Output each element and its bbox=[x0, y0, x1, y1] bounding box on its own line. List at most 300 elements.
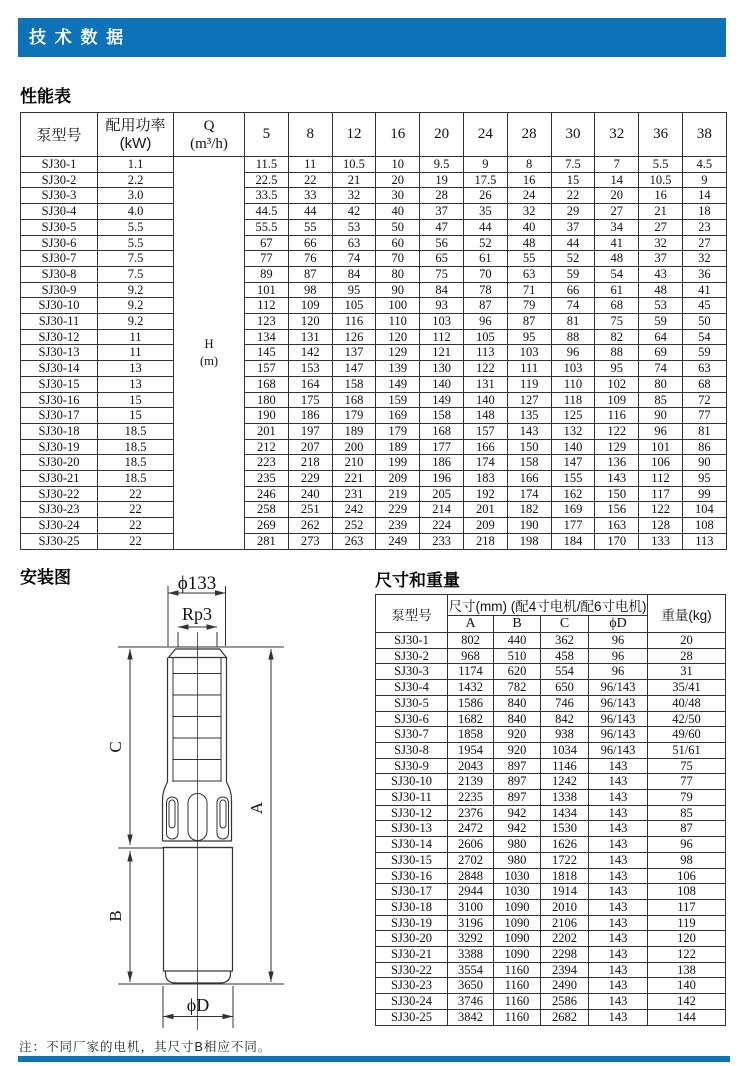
head-value-cell: 218 bbox=[463, 533, 507, 549]
power-cell: 15 bbox=[98, 392, 174, 408]
head-value-cell: 197 bbox=[288, 423, 332, 439]
head-value-cell: 75 bbox=[595, 314, 639, 330]
head-value-cell: 95 bbox=[507, 329, 551, 345]
weight-cell: 85 bbox=[648, 805, 726, 821]
head-value-cell: 32 bbox=[507, 204, 551, 220]
model-cell: SJ30-9 bbox=[376, 758, 448, 774]
dim-a-cell: 3746 bbox=[448, 994, 494, 1010]
dim-b-cell: 840 bbox=[494, 711, 541, 727]
head-value-cell: 34 bbox=[595, 219, 639, 235]
head-value-cell: 53 bbox=[332, 219, 376, 235]
head-value-cell: 169 bbox=[551, 502, 595, 518]
head-value-cell: 27 bbox=[682, 235, 726, 251]
head-value-cell: 184 bbox=[551, 533, 595, 549]
performance-row bbox=[21, 423, 727, 439]
head-value-cell: 157 bbox=[463, 423, 507, 439]
model-cell: SJ30-15 bbox=[21, 376, 98, 392]
head-value-cell: 37 bbox=[420, 204, 464, 220]
head-value-cell: 53 bbox=[639, 298, 683, 314]
dim-phid-cell: 143 bbox=[589, 994, 648, 1010]
head-value-cell: 112 bbox=[639, 471, 683, 487]
dim-a-cell: 2702 bbox=[448, 852, 494, 868]
head-value-cell: 79 bbox=[507, 298, 551, 314]
model-cell: SJ30-1 bbox=[21, 157, 98, 173]
head-value-cell: 44 bbox=[288, 204, 332, 220]
head-value-cell: 10.5 bbox=[332, 157, 376, 173]
head-value-cell: 145 bbox=[245, 345, 289, 361]
head-value-cell: 101 bbox=[245, 282, 289, 298]
head-value-cell: 137 bbox=[332, 345, 376, 361]
head-value-cell: 7 bbox=[595, 157, 639, 173]
head-value-cell: 205 bbox=[420, 486, 464, 502]
dim-b-cell: 897 bbox=[494, 774, 541, 790]
model-cell: SJ30-12 bbox=[376, 805, 448, 821]
intake-slot bbox=[167, 797, 179, 839]
head-value-cell: 96 bbox=[463, 314, 507, 330]
head-value-cell: 86 bbox=[682, 439, 726, 455]
dim-a-cell: 968 bbox=[448, 648, 494, 664]
head-value-cell: 252 bbox=[332, 518, 376, 534]
weight-cell: 28 bbox=[648, 648, 726, 664]
dim-b-cell: 1160 bbox=[494, 994, 541, 1010]
dim-phid-cell: 143 bbox=[589, 1009, 648, 1025]
head-value-cell: 52 bbox=[551, 251, 595, 267]
head-value-cell: 142 bbox=[288, 345, 332, 361]
head-value-cell: 122 bbox=[639, 502, 683, 518]
weight-cell: 144 bbox=[648, 1009, 726, 1025]
head-value-cell: 59 bbox=[639, 314, 683, 330]
model-cell: SJ30-7 bbox=[21, 251, 98, 267]
head-value-cell: 168 bbox=[332, 392, 376, 408]
dimensions-row bbox=[376, 648, 726, 664]
head-value-cell: 77 bbox=[682, 408, 726, 424]
dim-c-cell: 2490 bbox=[541, 978, 589, 994]
head-value-cell: 22 bbox=[551, 188, 595, 204]
model-cell: SJ30-1 bbox=[376, 633, 448, 649]
head-value-cell: 212 bbox=[245, 439, 289, 455]
dims-col-size-group: 尺寸(mm) (配4寸电机/配6寸电机) bbox=[448, 595, 648, 616]
dim-a-cell: 2043 bbox=[448, 758, 494, 774]
head-value-cell: 246 bbox=[245, 486, 289, 502]
head-value-cell: 10.5 bbox=[639, 172, 683, 188]
head-value-cell: 140 bbox=[463, 392, 507, 408]
head-value-cell: 14 bbox=[595, 172, 639, 188]
head-value-cell: 96 bbox=[551, 345, 595, 361]
head-value-cell: 126 bbox=[332, 329, 376, 345]
model-cell: SJ30-18 bbox=[21, 423, 98, 439]
dim-c-cell: 1434 bbox=[541, 805, 589, 821]
head-value-cell: 128 bbox=[639, 518, 683, 534]
model-cell: SJ30-17 bbox=[21, 408, 98, 424]
head-value-cell: 177 bbox=[420, 439, 464, 455]
head-value-cell: 42 bbox=[332, 204, 376, 220]
weight-cell: 117 bbox=[648, 899, 726, 915]
dim-b-cell: 897 bbox=[494, 790, 541, 806]
footnote: 注：不同厂家的电机，其尺寸B相应不同。 bbox=[19, 1040, 272, 1054]
head-value-cell: 44 bbox=[463, 219, 507, 235]
power-cell: 7.5 bbox=[98, 266, 174, 282]
dim-b-cell: 920 bbox=[494, 742, 541, 758]
model-cell: SJ30-19 bbox=[376, 915, 448, 931]
performance-row bbox=[21, 282, 727, 298]
head-value-cell: 32 bbox=[639, 235, 683, 251]
power-cell: 3.0 bbox=[98, 188, 174, 204]
head-value-cell: 113 bbox=[682, 533, 726, 549]
model-cell: SJ30-11 bbox=[21, 314, 98, 330]
dim-a-cell: 2848 bbox=[448, 868, 494, 884]
power-cell: 13 bbox=[98, 361, 174, 377]
dim-b-cell: 1030 bbox=[494, 868, 541, 884]
dim-a-cell: 3554 bbox=[448, 962, 494, 978]
head-value-cell: 132 bbox=[551, 423, 595, 439]
head-value-cell: 10 bbox=[376, 157, 420, 173]
head-value-cell: 17.5 bbox=[463, 172, 507, 188]
performance-row bbox=[21, 518, 727, 534]
head-value-cell: 69 bbox=[639, 345, 683, 361]
head-value-cell: 170 bbox=[595, 533, 639, 549]
head-value-cell: 23 bbox=[682, 219, 726, 235]
power-cell: 5.5 bbox=[98, 219, 174, 235]
head-value-cell: 54 bbox=[595, 266, 639, 282]
head-value-cell: 240 bbox=[288, 486, 332, 502]
head-value-cell: 119 bbox=[507, 376, 551, 392]
dims-col-c: C bbox=[541, 616, 589, 633]
performance-row bbox=[21, 345, 727, 361]
head-value-cell: 84 bbox=[332, 266, 376, 282]
flow-header-cell: 28 bbox=[507, 113, 551, 157]
head-value-cell: 174 bbox=[463, 455, 507, 471]
performance-row bbox=[21, 157, 727, 173]
dim-c-cell: 1242 bbox=[541, 774, 589, 790]
head-value-cell: 229 bbox=[376, 502, 420, 518]
dim-phid-cell: 96/143 bbox=[589, 742, 648, 758]
head-value-cell: 121 bbox=[420, 345, 464, 361]
dimensions-row bbox=[376, 695, 726, 711]
flow-header-cell: 12 bbox=[332, 113, 376, 157]
weight-cell: 75 bbox=[648, 758, 726, 774]
model-cell: SJ30-21 bbox=[21, 471, 98, 487]
head-value-cell: 63 bbox=[682, 361, 726, 377]
head-value-cell: 110 bbox=[376, 314, 420, 330]
head-value-cell: 201 bbox=[463, 502, 507, 518]
dim-phid-cell: 143 bbox=[589, 962, 648, 978]
performance-row bbox=[21, 533, 727, 549]
dimensions-row bbox=[376, 633, 726, 649]
dim-c-cell: 2298 bbox=[541, 947, 589, 963]
dims-col-a: A bbox=[448, 616, 494, 633]
head-value-cell: 164 bbox=[288, 376, 332, 392]
head-value-cell: 27 bbox=[595, 204, 639, 220]
head-value-cell: 168 bbox=[420, 423, 464, 439]
head-value-cell: 196 bbox=[420, 471, 464, 487]
head-value-cell: 16 bbox=[639, 188, 683, 204]
dim-phid-cell: 143 bbox=[589, 978, 648, 994]
head-value-cell: 14 bbox=[682, 188, 726, 204]
head-value-cell: 80 bbox=[376, 266, 420, 282]
head-value-cell: 76 bbox=[288, 251, 332, 267]
head-value-cell: 22.5 bbox=[245, 172, 289, 188]
head-value-cell: 98 bbox=[288, 282, 332, 298]
head-value-cell: 87 bbox=[288, 266, 332, 282]
dim-c-cell: 2202 bbox=[541, 931, 589, 947]
bottom-rule bbox=[18, 1056, 730, 1062]
head-value-cell: 219 bbox=[376, 486, 420, 502]
performance-row bbox=[21, 361, 727, 377]
head-value-cell: 131 bbox=[463, 376, 507, 392]
weight-cell: 120 bbox=[648, 931, 726, 947]
model-cell: SJ30-22 bbox=[376, 962, 448, 978]
head-value-cell: 9 bbox=[463, 157, 507, 173]
head-value-cell: 52 bbox=[463, 235, 507, 251]
head-value-cell: 223 bbox=[245, 455, 289, 471]
dim-b-cell: 510 bbox=[494, 648, 541, 664]
head-value-cell: 20 bbox=[376, 172, 420, 188]
head-value-cell: 258 bbox=[245, 502, 289, 518]
head-value-cell: 47 bbox=[420, 219, 464, 235]
dim-a-cell: 1174 bbox=[448, 664, 494, 680]
dimensions-table-body bbox=[376, 633, 726, 1026]
head-value-cell: 104 bbox=[682, 502, 726, 518]
weight-cell: 122 bbox=[648, 947, 726, 963]
head-value-cell: 103 bbox=[551, 361, 595, 377]
weight-cell: 108 bbox=[648, 884, 726, 900]
head-value-cell: 182 bbox=[507, 502, 551, 518]
performance-row bbox=[21, 455, 727, 471]
head-value-cell: 29 bbox=[551, 204, 595, 220]
dim-a-cell: 3196 bbox=[448, 915, 494, 931]
model-cell: SJ30-24 bbox=[376, 994, 448, 1010]
power-cell: 18.5 bbox=[98, 439, 174, 455]
head-value-cell: 8 bbox=[507, 157, 551, 173]
head-value-cell: 190 bbox=[507, 518, 551, 534]
head-value-cell: 54 bbox=[682, 329, 726, 345]
power-cell: 22 bbox=[98, 533, 174, 549]
dim-phid-label: ϕD bbox=[186, 995, 210, 1015]
model-cell: SJ30-23 bbox=[21, 502, 98, 518]
model-cell: SJ30-11 bbox=[376, 790, 448, 806]
dim-b-cell: 942 bbox=[494, 821, 541, 837]
weight-cell: 87 bbox=[648, 821, 726, 837]
head-value-cell: 148 bbox=[463, 408, 507, 424]
head-value-cell: 166 bbox=[463, 439, 507, 455]
head-value-cell: 32 bbox=[332, 188, 376, 204]
perf-col-model: 泵型号 bbox=[21, 113, 98, 157]
head-value-cell: 48 bbox=[639, 282, 683, 298]
head-value-cell: 100 bbox=[376, 298, 420, 314]
dim-a-cell: 802 bbox=[448, 633, 494, 649]
head-value-cell: 249 bbox=[376, 533, 420, 549]
dim-b-cell: 920 bbox=[494, 727, 541, 743]
dimensions-row bbox=[376, 947, 726, 963]
dim-b-cell: 1090 bbox=[494, 931, 541, 947]
head-value-cell: 239 bbox=[376, 518, 420, 534]
head-value-cell: 103 bbox=[420, 314, 464, 330]
power-cell: 9.2 bbox=[98, 314, 174, 330]
head-value-cell: 134 bbox=[245, 329, 289, 345]
head-value-cell: 281 bbox=[245, 533, 289, 549]
cable-guard bbox=[169, 800, 175, 828]
head-value-cell: 139 bbox=[376, 361, 420, 377]
head-value-cell: 157 bbox=[245, 361, 289, 377]
flow-header-cell: 30 bbox=[551, 113, 595, 157]
dim-a-cell: 2472 bbox=[448, 821, 494, 837]
model-cell: SJ30-13 bbox=[21, 345, 98, 361]
dim-a-cell: 2376 bbox=[448, 805, 494, 821]
dimensions-table bbox=[375, 594, 726, 1026]
head-value-cell: 189 bbox=[376, 439, 420, 455]
dim-b-cell: 942 bbox=[494, 805, 541, 821]
performance-row bbox=[21, 329, 727, 345]
head-value-cell: 177 bbox=[551, 518, 595, 534]
dim-c-cell: 2682 bbox=[541, 1009, 589, 1025]
head-value-cell: 81 bbox=[551, 314, 595, 330]
head-value-cell: 63 bbox=[507, 266, 551, 282]
weight-cell: 119 bbox=[648, 915, 726, 931]
head-value-cell: 122 bbox=[463, 361, 507, 377]
flow-header-cell: 5 bbox=[245, 113, 289, 157]
page-banner bbox=[18, 18, 726, 57]
dim-b-cell: 1090 bbox=[494, 947, 541, 963]
head-value-cell: 7.5 bbox=[551, 157, 595, 173]
head-value-cell: 40 bbox=[507, 219, 551, 235]
power-cell: 5.5 bbox=[98, 235, 174, 251]
head-value-cell: 27 bbox=[639, 219, 683, 235]
model-cell: SJ30-14 bbox=[21, 361, 98, 377]
perf-col-q-line1: Q bbox=[203, 117, 215, 134]
head-value-cell: 88 bbox=[551, 329, 595, 345]
head-value-cell: 147 bbox=[332, 361, 376, 377]
head-value-cell: 18 bbox=[682, 204, 726, 220]
head-value-cell: 11.5 bbox=[245, 157, 289, 173]
dim-b-cell: 897 bbox=[494, 758, 541, 774]
head-value-cell: 22 bbox=[288, 172, 332, 188]
performance-row bbox=[21, 376, 727, 392]
dim-a-cell: 1586 bbox=[448, 695, 494, 711]
head-value-cell: 112 bbox=[245, 298, 289, 314]
head-value-cell: 166 bbox=[507, 471, 551, 487]
performance-row bbox=[21, 251, 727, 267]
installation-diagram bbox=[0, 560, 370, 1060]
performance-section-title: 性能表 bbox=[20, 87, 71, 106]
motor-bottom-cap bbox=[166, 971, 231, 983]
head-value-cell: 33.5 bbox=[245, 188, 289, 204]
head-value-cell: 71 bbox=[507, 282, 551, 298]
head-value-cell: 90 bbox=[376, 282, 420, 298]
dim-c-cell: 1338 bbox=[541, 790, 589, 806]
dim-rp3-label: Rp3 bbox=[181, 604, 213, 624]
head-value-cell: 15 bbox=[551, 172, 595, 188]
head-value-cell: 129 bbox=[376, 345, 420, 361]
model-cell: SJ30-6 bbox=[376, 711, 448, 727]
model-cell: SJ30-16 bbox=[21, 392, 98, 408]
model-cell: SJ30-4 bbox=[376, 680, 448, 696]
head-value-cell: 130 bbox=[420, 361, 464, 377]
weight-cell: 49/60 bbox=[648, 727, 726, 743]
head-value-cell: 116 bbox=[595, 408, 639, 424]
dimensions-row bbox=[376, 868, 726, 884]
dimensions-row bbox=[376, 884, 726, 900]
head-value-cell: 186 bbox=[420, 455, 464, 471]
head-value-cell: 143 bbox=[507, 423, 551, 439]
model-cell: SJ30-12 bbox=[21, 329, 98, 345]
dim-a-cell: 3388 bbox=[448, 947, 494, 963]
head-value-cell: 16 bbox=[507, 172, 551, 188]
head-value-cell: 50 bbox=[376, 219, 420, 235]
model-cell: SJ30-7 bbox=[376, 727, 448, 743]
head-value-cell: 30 bbox=[376, 188, 420, 204]
head-value-cell: 102 bbox=[595, 376, 639, 392]
dim-phid-cell: 143 bbox=[589, 758, 648, 774]
dim-phid-cell: 143 bbox=[589, 899, 648, 915]
head-value-cell: 198 bbox=[507, 533, 551, 549]
head-value-cell: 105 bbox=[332, 298, 376, 314]
power-cell: 22 bbox=[98, 518, 174, 534]
dim-a-cell: 3650 bbox=[448, 978, 494, 994]
head-value-cell: 251 bbox=[288, 502, 332, 518]
head-value-cell: 48 bbox=[507, 235, 551, 251]
weight-cell: 98 bbox=[648, 852, 726, 868]
dim-b-cell: 1090 bbox=[494, 915, 541, 931]
dims-col-weight: 重量(kg) bbox=[648, 595, 726, 633]
head-value-cell: 123 bbox=[245, 314, 289, 330]
head-value-cell: 174 bbox=[507, 486, 551, 502]
head-value-cell: 67 bbox=[245, 235, 289, 251]
perf-col-q bbox=[174, 113, 245, 157]
dim-phid-cell: 143 bbox=[589, 805, 648, 821]
flow-header-cell: 20 bbox=[420, 113, 464, 157]
head-value-cell: 65 bbox=[420, 251, 464, 267]
dimensions-row bbox=[376, 962, 726, 978]
head-value-cell: 55 bbox=[507, 251, 551, 267]
dim-b-cell: 1160 bbox=[494, 978, 541, 994]
performance-row bbox=[21, 219, 727, 235]
model-cell: SJ30-3 bbox=[376, 664, 448, 680]
dimensions-row bbox=[376, 680, 726, 696]
head-unit-cell: H (m) bbox=[174, 157, 245, 550]
head-value-cell: 108 bbox=[682, 518, 726, 534]
dim-a-cell: 1858 bbox=[448, 727, 494, 743]
head-value-cell: 95 bbox=[682, 471, 726, 487]
performance-row bbox=[21, 298, 727, 314]
head-value-cell: 110 bbox=[551, 376, 595, 392]
performance-table bbox=[20, 112, 727, 550]
dim-c-cell: 650 bbox=[541, 680, 589, 696]
head-value-cell: 149 bbox=[420, 392, 464, 408]
head-value-cell: 37 bbox=[639, 251, 683, 267]
head-value-cell: 269 bbox=[245, 518, 289, 534]
head-value-cell: 214 bbox=[420, 502, 464, 518]
head-value-cell: 125 bbox=[551, 408, 595, 424]
head-value-cell: 263 bbox=[332, 533, 376, 549]
head-value-cell: 162 bbox=[551, 486, 595, 502]
head-value-cell: 41 bbox=[595, 235, 639, 251]
head-value-cell: 4.5 bbox=[682, 157, 726, 173]
dim-a-cell: 3100 bbox=[448, 899, 494, 915]
head-value-cell: 158 bbox=[507, 455, 551, 471]
head-value-cell: 109 bbox=[595, 392, 639, 408]
dim-c-cell: 2394 bbox=[541, 962, 589, 978]
dimensions-row bbox=[376, 899, 726, 915]
dim-a-cell: 3292 bbox=[448, 931, 494, 947]
head-value-cell: 117 bbox=[639, 486, 683, 502]
head-value-cell: 150 bbox=[507, 439, 551, 455]
head-value-cell: 209 bbox=[376, 471, 420, 487]
dim-c-label: C bbox=[106, 741, 125, 753]
dim-c-cell: 554 bbox=[541, 664, 589, 680]
head-value-cell: 5.5 bbox=[639, 157, 683, 173]
model-cell: SJ30-5 bbox=[376, 695, 448, 711]
power-cell: 15 bbox=[98, 408, 174, 424]
